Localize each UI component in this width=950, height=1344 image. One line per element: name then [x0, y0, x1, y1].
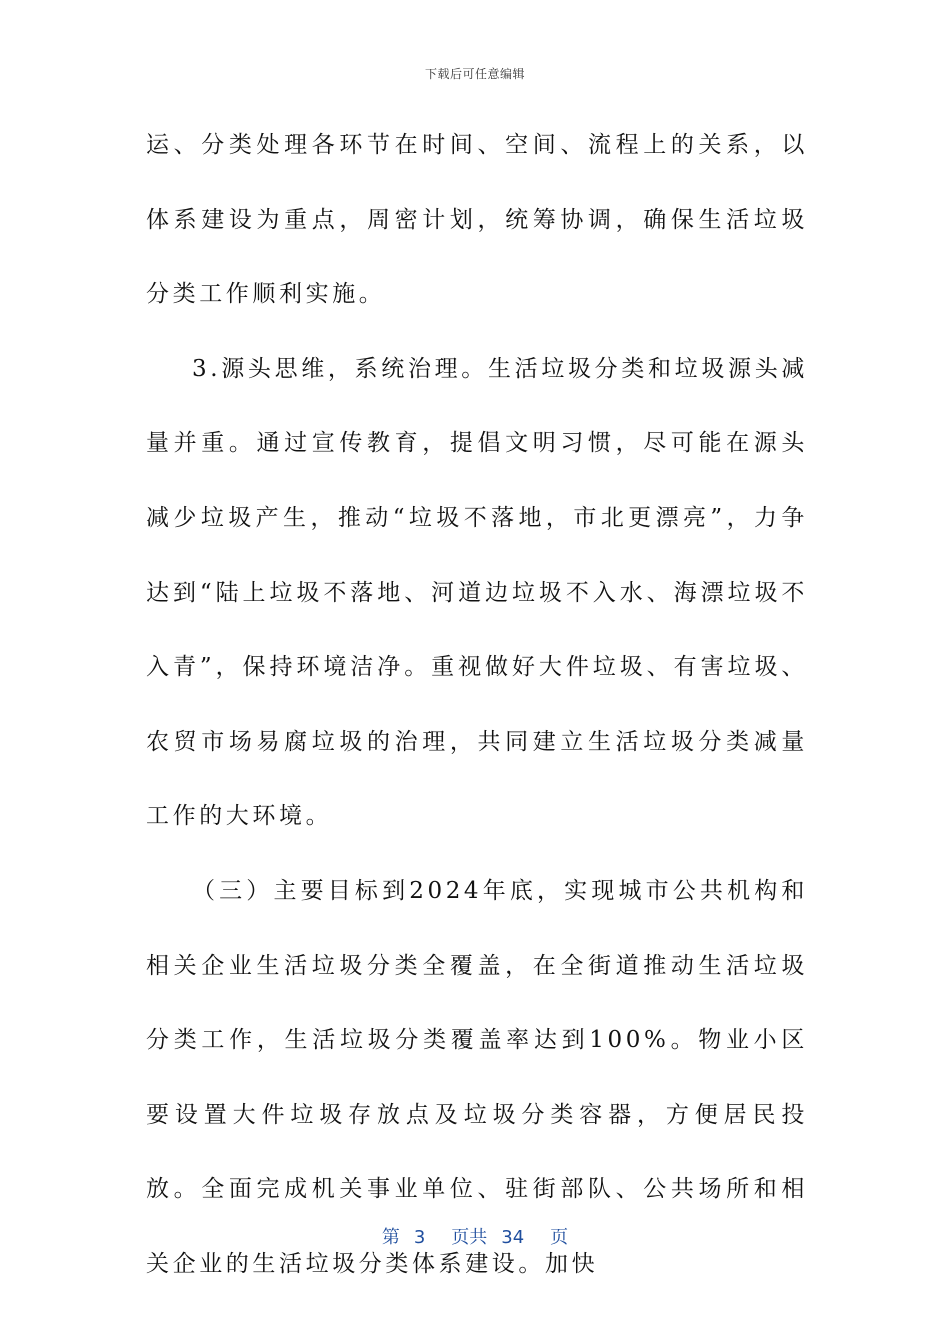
footer-suffix: 页 — [550, 1227, 569, 1248]
footer-total-pages: 34 — [501, 1227, 525, 1248]
page-footer — [0, 1226, 950, 1250]
header-note: 下载后可任意编辑 — [424, 67, 525, 81]
footer-prefix: 第 — [381, 1227, 400, 1248]
footer-current-page: 3 — [413, 1227, 426, 1248]
paragraph-1: 运、分类处理各环节在时间、空间、流程上的关系，以体系建设为重点，周密计划，统筹协调，确保生活垃圾分类工作顺利实施。 — [146, 132, 808, 308]
footer-middle: 页共 — [451, 1227, 488, 1248]
paragraph-3: （三）主要目标到2024年底，实现城市公共机构和相关企业生活垃圾分类全覆盖，在全街道推动生活垃圾分类工作，生活垃圾分类覆盖率达到100%。物业小区要设置大件垃圾存放点及垃圾分类容器，方便居民投放。全面完成机关事业单位、驻街部队、公共场所和相关企业的生活垃圾分类体系建设。加快 — [146, 877, 808, 1277]
paragraph-2: 3.源头思维，系统治理。生活垃圾分类和垃圾源头减量并重。通过宣传教育，提倡文明习惯，尽可能在源头减少垃圾产生，推动“垃圾不落地，市北更漂亮”，力争达到“陆上垃圾不落地、河道边垃圾不入水、海漂垃圾不入青”，保持环境洁净。重视做好大件垃圾、有害垃圾、农贸市场易腐垃圾的治理，共同建立生活垃圾分类减量工作的大环境。 — [146, 355, 808, 830]
document-body — [146, 108, 808, 1302]
